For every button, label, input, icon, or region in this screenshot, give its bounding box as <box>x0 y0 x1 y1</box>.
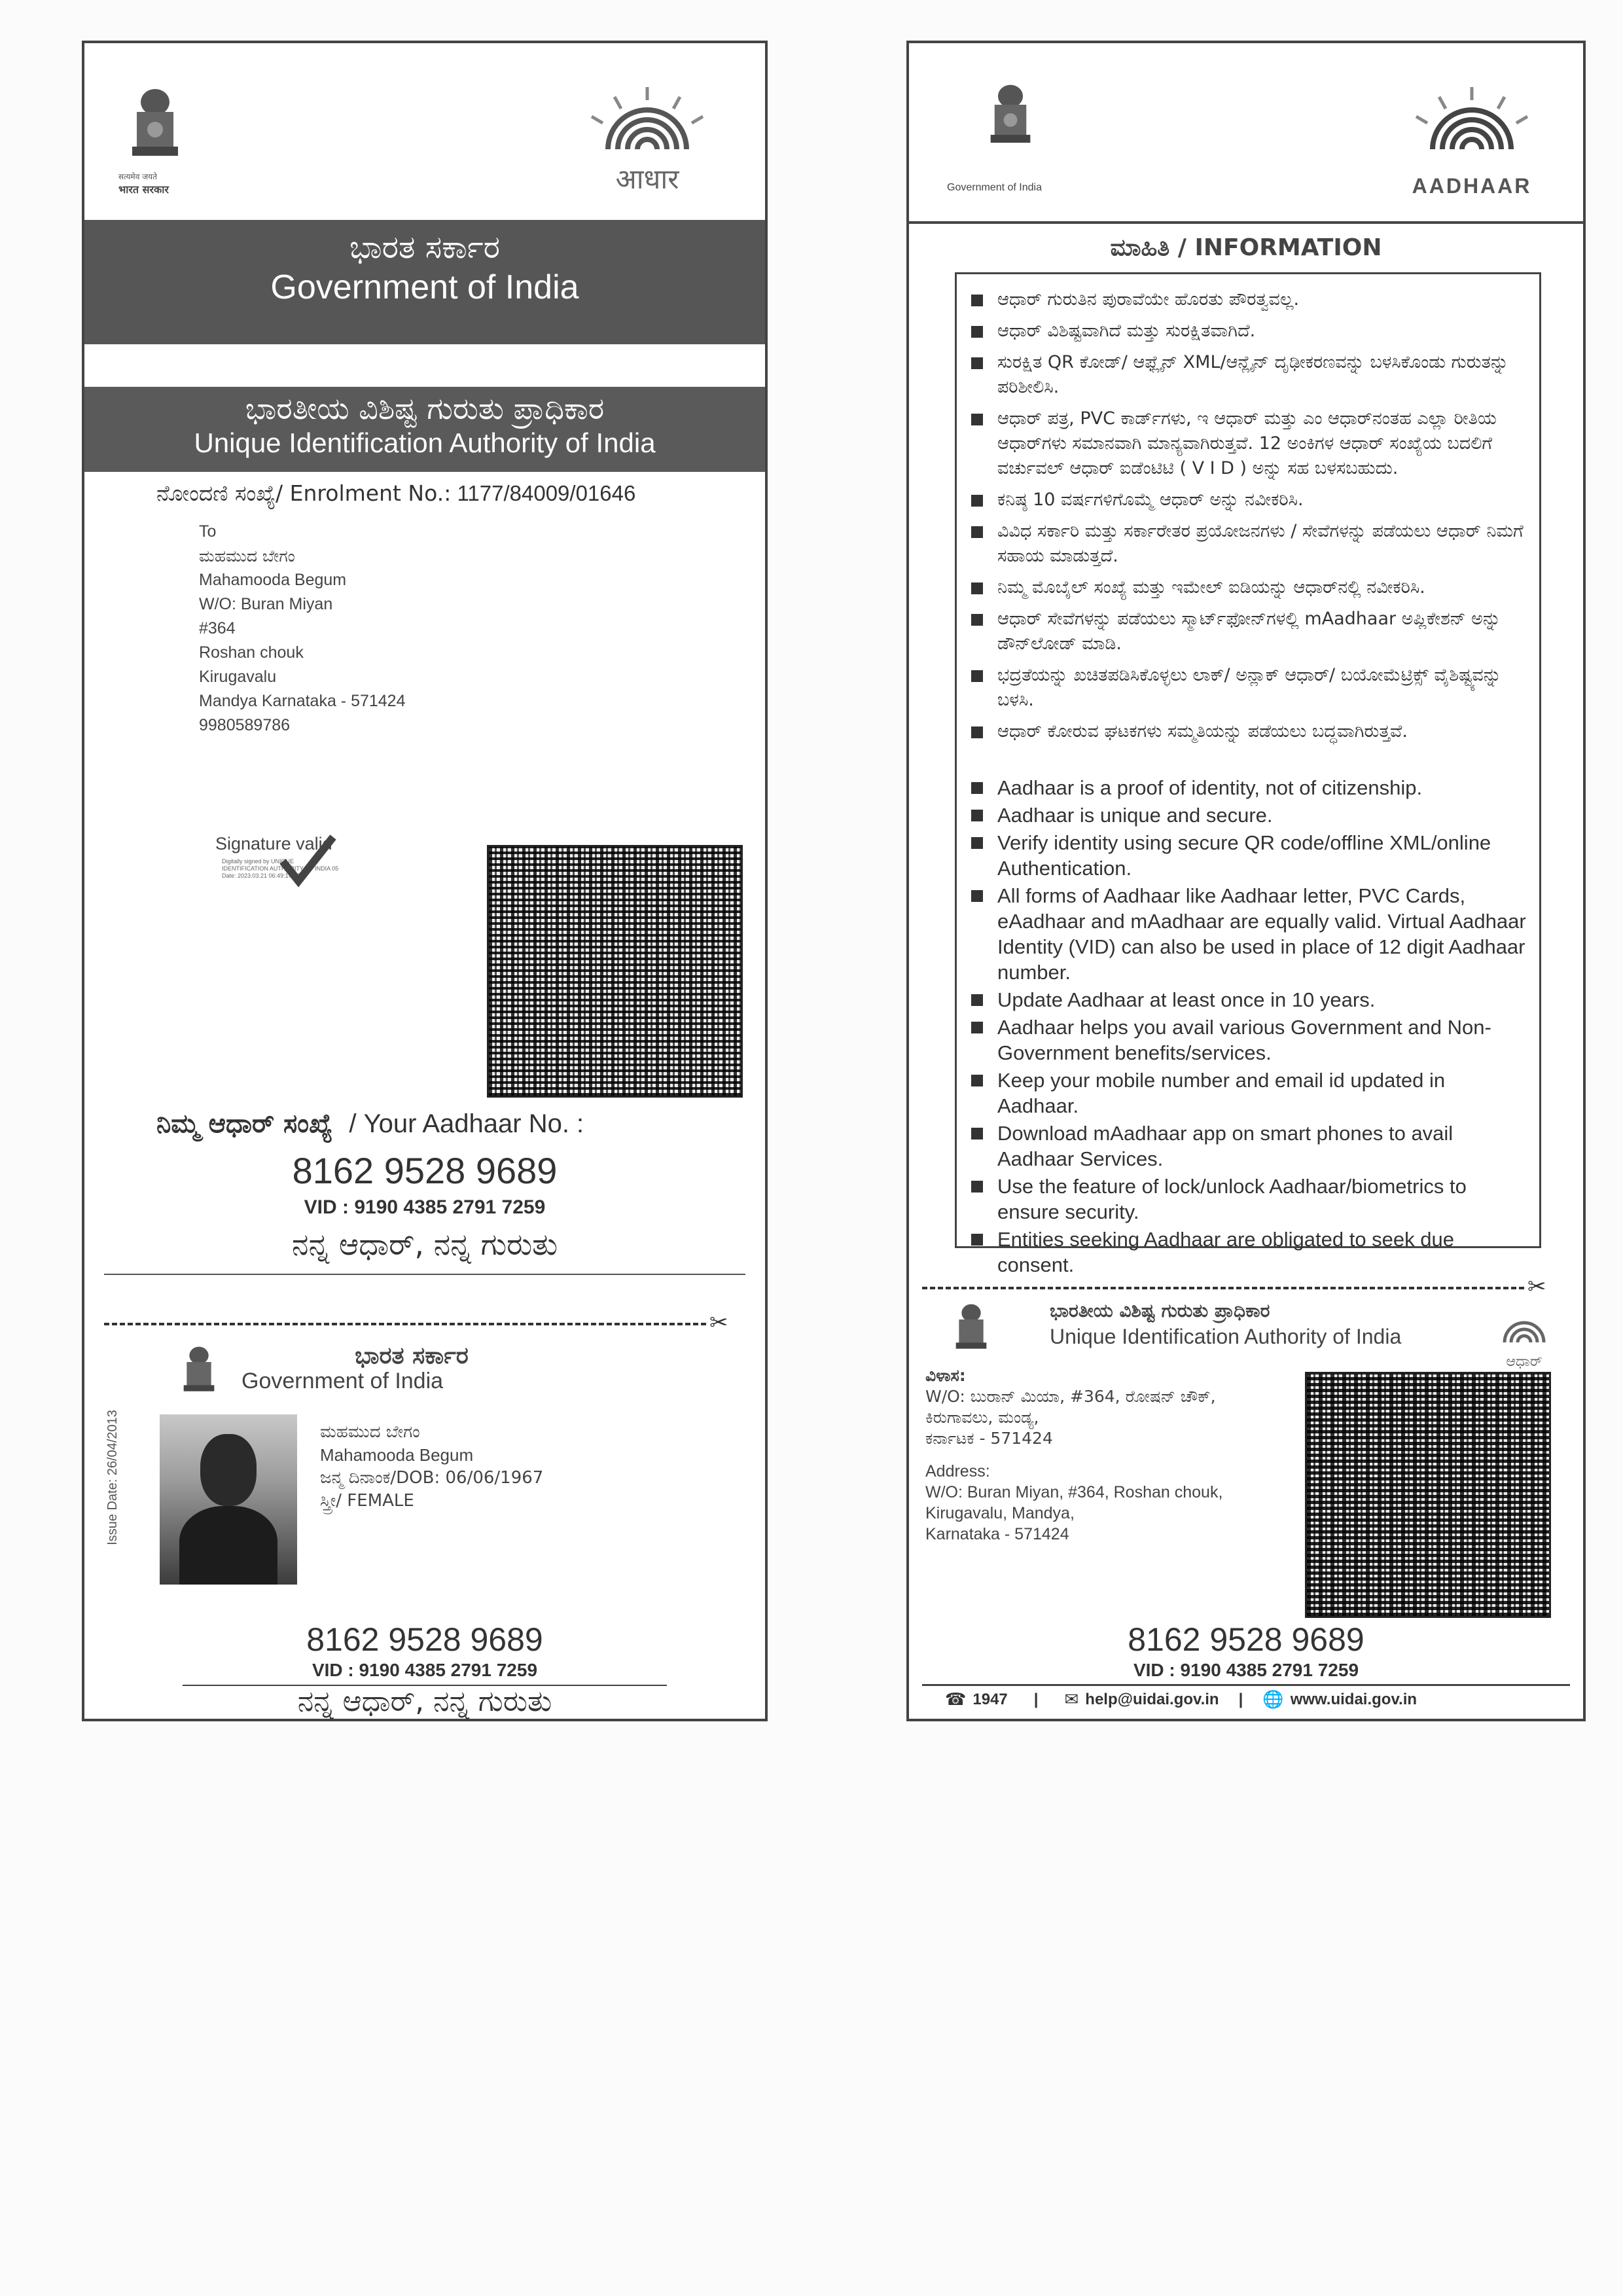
footer-contacts <box>945 1689 1560 1710</box>
address-english-label: Address: <box>925 1462 990 1480</box>
divider-line <box>104 1274 745 1275</box>
qr-code-back <box>1305 1372 1551 1618</box>
card-name-kannada: ಮಹಮುದ ಬೇಗಂ <box>320 1422 420 1442</box>
card-address <box>925 1365 1222 1545</box>
info-item-kn: ಆಧಾರ್ ವಿಶಿಷ್ಟವಾಗಿದೆ ಮತ್ತು ಸುರಕ್ಷಿತವಾಗಿದೆ. <box>971 319 1527 344</box>
footer-divider <box>922 1684 1570 1686</box>
card-aadhaar-logo-icon <box>1485 1306 1563 1352</box>
footer-email: help@uidai.gov.in <box>1085 1690 1219 1708</box>
holder-photo <box>160 1414 297 1585</box>
issue-date: Issue Date: 26/04/2013 <box>105 1410 120 1545</box>
card-uidai-english: Unique Identification Authority of India <box>1050 1325 1402 1348</box>
info-item-en: Update Aadhaar at least once in 10 years. <box>971 987 1527 1013</box>
info-list-english <box>971 775 1527 1280</box>
info-item-en: Aadhaar helps you avail various Government and Non- Government benefits/services. <box>971 1014 1527 1066</box>
address-english-line: Karnataka - 571424 <box>925 1525 1069 1543</box>
info-item-kn: ವಿವಿಧ ಸರ್ಕಾರಿ ಮತ್ತು ಸರ್ಕಾರೇತರ ಪ್ರಯೋಜನಗಳು / ಸೇವೆಗಳನ್ನು ಪಡೆಯಲು ಆಧಾರ್ ನಿಮಗೆ ಸಹಾಯ ಮಾಡುತ್ತದೆ. <box>971 519 1527 569</box>
card-uidai-kannada: ಭಾರತೀಯ ವಿಶಿಷ್ಟ ಗುರುತು ಪ್ರಾಧಿಕಾರ <box>1050 1300 1270 1321</box>
address-house: #364 <box>199 619 236 637</box>
info-item-kn: ಆಧಾರ್ ಗುರುತಿನ ಪುರಾವೆಯೇ ಹೊರತು ಪೌರತ್ವವಲ್ಲ. <box>971 287 1527 312</box>
info-item-en: Aadhaar is unique and secure. <box>971 802 1527 828</box>
address-english-line: Kirugavalu, Mandya, <box>925 1504 1075 1522</box>
cut-line <box>104 1323 706 1325</box>
scissors-icon: ✂ <box>709 1310 728 1335</box>
checkmark-icon <box>277 832 336 891</box>
card-emblem-icon <box>948 1300 994 1365</box>
card-govt-kannada: ಭಾರತ ಸರ್ಕಾರ <box>355 1342 469 1369</box>
info-item-en: Verify identity using secure QR code/offline XML/online Authentication. <box>971 830 1527 881</box>
info-list-kannada <box>971 287 1527 751</box>
right-letter-panel <box>906 41 1586 1721</box>
address-kannada-line: ಕರ್ನಾಟಕ - 571424 <box>925 1429 1053 1448</box>
govt-hindi-label: भारत सरकार <box>118 183 169 196</box>
footer-phone: 1947 <box>972 1690 1008 1708</box>
info-item-kn: ಕನಿಷ್ಠ 10 ವರ್ಷಗಳಿಗೊಮ್ಮೆ ಆಧಾರ್ ಅನ್ನು ನವೀಕರಿಸಿ. <box>971 488 1527 512</box>
aadhaar-logo-icon <box>1393 84 1550 175</box>
card-aadhaar-number: 8162 9528 9689 <box>306 1621 543 1658</box>
info-item-kn: ನಿಮ್ಮ ಮೊಬೈಲ್ ಸಂಖ್ಯೆ ಮತ್ತು ಇಮೇಲ್ ಐಡಿಯನ್ನು ಆಧಾರ್‌ನಲ್ಲಿ ನವೀಕರಿಸಿ. <box>971 575 1527 600</box>
card-name: Mahamooda Begum <box>320 1445 474 1465</box>
address-village: Kirugavalu <box>199 668 277 686</box>
signature-details: Digitally signed by UNIQUE IDENTIFICATION AUTHORITY OF INDIA 05 Date: 2023.03.21 06:49:17 UTC <box>222 858 339 879</box>
enrolment-number-row <box>156 480 635 507</box>
your-aadhaar-label <box>156 1109 584 1139</box>
card-aadhaar-logo-text: ಆಧಾರ್ <box>1506 1354 1543 1370</box>
address-kannada-line: W/O: ಬುರಾನ್ ಮಿಯಾ, #364, ರೋಷನ್ ಚೌಕ್, <box>925 1387 1216 1406</box>
footer-web: www.uidai.gov.in <box>1290 1690 1418 1708</box>
left-letter-panel <box>82 41 768 1721</box>
info-item-kn: ಸುರಕ್ಷಿತ QR ಕೋಡ್/ ಆಫ್ಲೈನ್ XML/ಆನ್ಲೈನ್ ದೃಢೀಕರಣವನ್ನು ಬಳಸಿಕೊಂಡು ಗುರುತನ್ನು ಪರಿಶೀಲಿಸಿ. <box>971 350 1527 400</box>
info-item-en: Entities seeking Aadhaar are obligated to seek due consent. <box>971 1227 1527 1278</box>
address-name-kannada: ಮಹಮುದ ಬೇಗಂ <box>199 547 295 565</box>
address-kannada-line: ಕಿರುಗಾವಲು, ಮಂಡ್ಯ, <box>925 1408 1039 1427</box>
card-slogan: ನನ್ನ ಆಧಾರ್, ನನ್ನ ಗುರುತು <box>297 1685 552 1718</box>
header-divider <box>909 221 1583 224</box>
info-item-kn: ಆಧಾರ್ ಪತ್ರ, PVC ಕಾರ್ಡ್‌ಗಳು, ಇ ಆಧಾರ್ ಮತ್ತು ಎಂ ಆಧಾರ್‌ನಂತಹ ಎಲ್ಲಾ ರೀತಿಯ ಆಧಾರ್‌ಗಳು ಸಮಾನವಾಗಿ ಮಾನ್ಯವಾಗಿರುತ್ತವೆ. 12 ಅಂಕಿಗಳ ಆಧಾರ್ ಸಂಖ್ಯೆಯ ಬದಲಿಗೆ ವರ್ಚುವಲ್ ಆಧಾರ್ ಐಡೆಂಟಿಟಿ ( V I D ) ಅನ್ನು ಸಹ ಬಳಸಬಹುದು. <box>971 406 1527 481</box>
uidai-english-title: Unique Identification Authority of India <box>194 427 656 458</box>
info-box <box>955 272 1541 1276</box>
address-kannada-label: ವಿಳಾಸ: <box>925 1366 966 1385</box>
footer-separator: | <box>1238 1690 1243 1708</box>
info-item-en: Aadhaar is a proof of identity, not of citizenship. <box>971 775 1527 800</box>
card-emblem-icon <box>176 1342 222 1408</box>
address-district: Mandya Karnataka - 571424 <box>199 692 406 710</box>
back-aadhaar-number: 8162 9528 9689 <box>1128 1621 1364 1658</box>
info-title: ಮಾಹಿತಿ / INFORMATION <box>1110 234 1382 261</box>
your-aadhaar-english: / Your Aadhaar No. : <box>349 1109 584 1138</box>
qr-code-main <box>487 845 743 1098</box>
globe-icon: 🌐 <box>1262 1689 1284 1709</box>
national-emblem-icon <box>122 82 188 181</box>
address-phone: 9980589786 <box>199 716 291 734</box>
card-gender: ಸ್ತ್ರೀ/ FEMALE <box>320 1491 414 1511</box>
aadhaar-logo-text: आधार <box>615 163 679 195</box>
card-vid-number: VID : 9190 4385 2791 7259 <box>312 1660 538 1680</box>
info-item-kn: ಆಧಾರ್ ಸೇವೆಗಳನ್ನು ಪಡೆಯಲು ಸ್ಮಾರ್ಟ್‌ಫೋನ್‌ಗಳಲ್ಲಿ mAadhaar ಅಪ್ಲಿಕೇಶನ್ ಅನ್ನು ಡೌನ್‌ಲೋಡ್ ಮಾಡಿ. <box>971 607 1527 656</box>
card-holder-details <box>320 1421 543 1513</box>
cut-line <box>922 1287 1524 1289</box>
uidai-banner <box>84 387 765 472</box>
email-icon: ✉ <box>1064 1689 1079 1709</box>
info-item-en: Use the feature of lock/unlock Aadhaar/biometrics to ensure security. <box>971 1174 1527 1225</box>
govt-english-title: Government of India <box>270 268 579 306</box>
address-to: To <box>199 522 217 541</box>
slogan: ನನ್ನ ಆಧಾರ್, ನನ್ನ ಗುರುತು <box>291 1227 558 1262</box>
vid-number: VID : 9190 4385 2791 7259 <box>304 1196 546 1218</box>
info-item-kn: ಆಧಾರ್ ಕೋರುವ ಘಟಕಗಳು ಸಮ್ಮತಿಯನ್ನು ಪಡೆಯಲು ಬದ್ಧವಾಗಿರುತ್ತವೆ. <box>971 719 1527 744</box>
recipient-address <box>199 520 406 738</box>
signature-label: Signature valid <box>215 834 332 853</box>
address-english-line: W/O: Buran Miyan, #364, Roshan chouk, <box>925 1483 1223 1501</box>
info-item-en: All forms of Aadhaar like Aadhaar letter, PVC Cards, eAadhaar and mAadhaar are equally valid. Virtual Aadhaar Identity (VID) can also be used in place of 12 digit Aadhaar number. <box>971 883 1527 985</box>
your-aadhaar-kannada: ನಿಮ್ಮ ಆಧಾರ್ ಸಂಖ್ಯೆ <box>156 1109 333 1139</box>
emblem-caption: सत्यमेव जयते <box>118 172 157 181</box>
card-govt-english: Government of India <box>241 1369 444 1393</box>
footer-separator: | <box>1033 1690 1039 1708</box>
aadhaar-logo-text: AADHAAR <box>1412 174 1532 198</box>
enrolment-value: 1177/84009/01646 <box>457 481 636 505</box>
address-wo: W/O: Buran Miyan <box>199 595 333 613</box>
info-item-en: Keep your mobile number and email id updated in Aadhaar. <box>971 1067 1527 1119</box>
back-vid-number: VID : 9190 4385 2791 7259 <box>1133 1660 1359 1680</box>
enrolment-label: ನೋಂದಣಿ ಸಂಖ್ಯೆ/ Enrolment No.: <box>156 480 452 506</box>
phone-icon: ☎ <box>945 1689 967 1709</box>
uidai-kannada-title: ಭಾರತೀಯ ವಿಶಿಷ್ಟ ಗುರುತು ಪ್ರಾಧಿಕಾರ <box>245 391 605 426</box>
address-name: Mahamooda Begum <box>199 571 347 589</box>
card-dob: ಜನ್ಮ ದಿನಾಂಕ/DOB: 06/06/1967 <box>320 1468 544 1488</box>
govt-of-india-banner <box>84 220 765 344</box>
info-item-kn: ಭದ್ರತೆಯನ್ನು ಖಚಿತಪಡಿಸಿಕೊಳ್ಳಲು ಲಾಕ್/ ಅನ್ಲಾಕ್ ಆಧಾರ್/ ಬಯೋಮೆಟ್ರಿಕ್ಸ್ ವೈಶಿಷ್ಟ್ಯವನ್ನು ಬಳಸಿ. <box>971 663 1527 713</box>
emblem-caption: Government of India <box>947 182 1042 193</box>
scissors-icon: ✂ <box>1527 1274 1546 1299</box>
address-locality: Roshan chouk <box>199 643 304 662</box>
national-emblem-icon <box>981 79 1040 164</box>
aadhaar-number: 8162 9528 9689 <box>292 1150 558 1191</box>
govt-kannada-title: ಭಾರತ ಸರ್ಕಾರ <box>349 229 501 266</box>
info-item-en: Download mAadhaar app on smart phones to avail Aadhaar Services. <box>971 1121 1527 1172</box>
